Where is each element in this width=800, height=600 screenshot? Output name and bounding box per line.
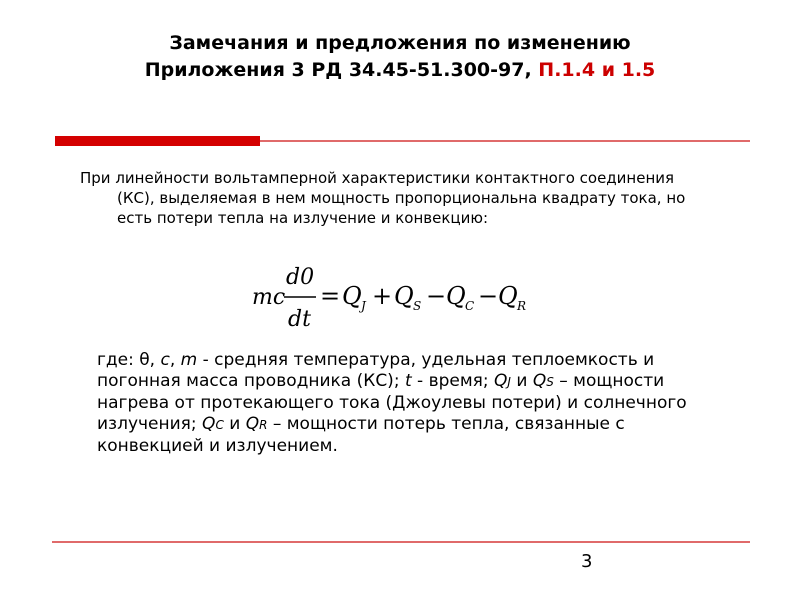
title-divider-bar [55, 136, 260, 146]
formula-qj-sub: J [361, 299, 366, 313]
where-and-1: и [510, 371, 533, 391]
title-line-1: Замечания и предложения по изменению [169, 32, 631, 54]
slide-title [40, 30, 760, 84]
where-text-4: – мощности нагрева от протекающего тока (Джоулевы потери) и солнечного излучения; [97, 371, 687, 434]
where-var-c: c [160, 350, 170, 370]
where-var-qj: Q [494, 371, 508, 391]
formula-equals: = [320, 282, 341, 310]
where-text-3: - время; [411, 371, 495, 391]
formula-minus-2: − [478, 282, 499, 310]
where-var-qc: Q [202, 414, 216, 434]
title-line-2-main: Приложения 3 РД 34.45-51.300-97, [144, 59, 539, 81]
where-text-2: - средняя температура, удельная теплоемкость и погонная масса проводника (КС); [97, 350, 655, 391]
formula-mc: mc [252, 285, 286, 310]
where-var-qc-sub: C [215, 418, 224, 432]
where-var-qs-sub: S [546, 375, 554, 389]
where-and-2: и [223, 414, 246, 434]
where-var-qs: Q [532, 371, 547, 391]
title-line-2 [40, 57, 760, 84]
where-var-qr-sub: R [259, 418, 268, 432]
formula-qr: Q [498, 282, 518, 310]
where-sep-1: , [169, 350, 181, 370]
where-var-qr: Q [245, 414, 260, 434]
title-divider-line [260, 140, 750, 142]
formula-qs-sub: S [413, 299, 422, 313]
where-var-t: t [404, 371, 412, 391]
formula-plus: + [372, 282, 393, 310]
formula-qj: Q [342, 282, 362, 310]
title-line-2-accent: П.1.4 и 1.5 [538, 59, 656, 81]
formula-qc: Q [446, 282, 466, 310]
footer-divider [52, 541, 750, 543]
where-var-qj-sub: J [507, 375, 511, 389]
formula-minus-1: − [426, 282, 447, 310]
variable-definitions [97, 350, 697, 457]
title-divider [55, 136, 750, 146]
formula-qr-sub: R [517, 299, 527, 313]
where-text-5: – мощности потерь тепла, связанные с конвекцией и излучением. [97, 414, 625, 456]
heat-balance-formula [240, 264, 560, 334]
where-var-m: m [180, 350, 198, 370]
formula-numerator: d0 [286, 265, 315, 290]
formula-qs: Q [394, 282, 414, 310]
page-number: 3 [581, 551, 593, 572]
formula-qc-sub: C [465, 299, 475, 313]
where-text-1: где: θ, [97, 350, 161, 370]
formula-denominator: dt [288, 307, 311, 332]
intro-paragraph: При линейности вольтамперной характеристики контактного соединения (КС), выделяемая в нем мощность пропорциональна квадрату тока, но есть потери тепла на излучение и конвекцию: [80, 169, 686, 227]
